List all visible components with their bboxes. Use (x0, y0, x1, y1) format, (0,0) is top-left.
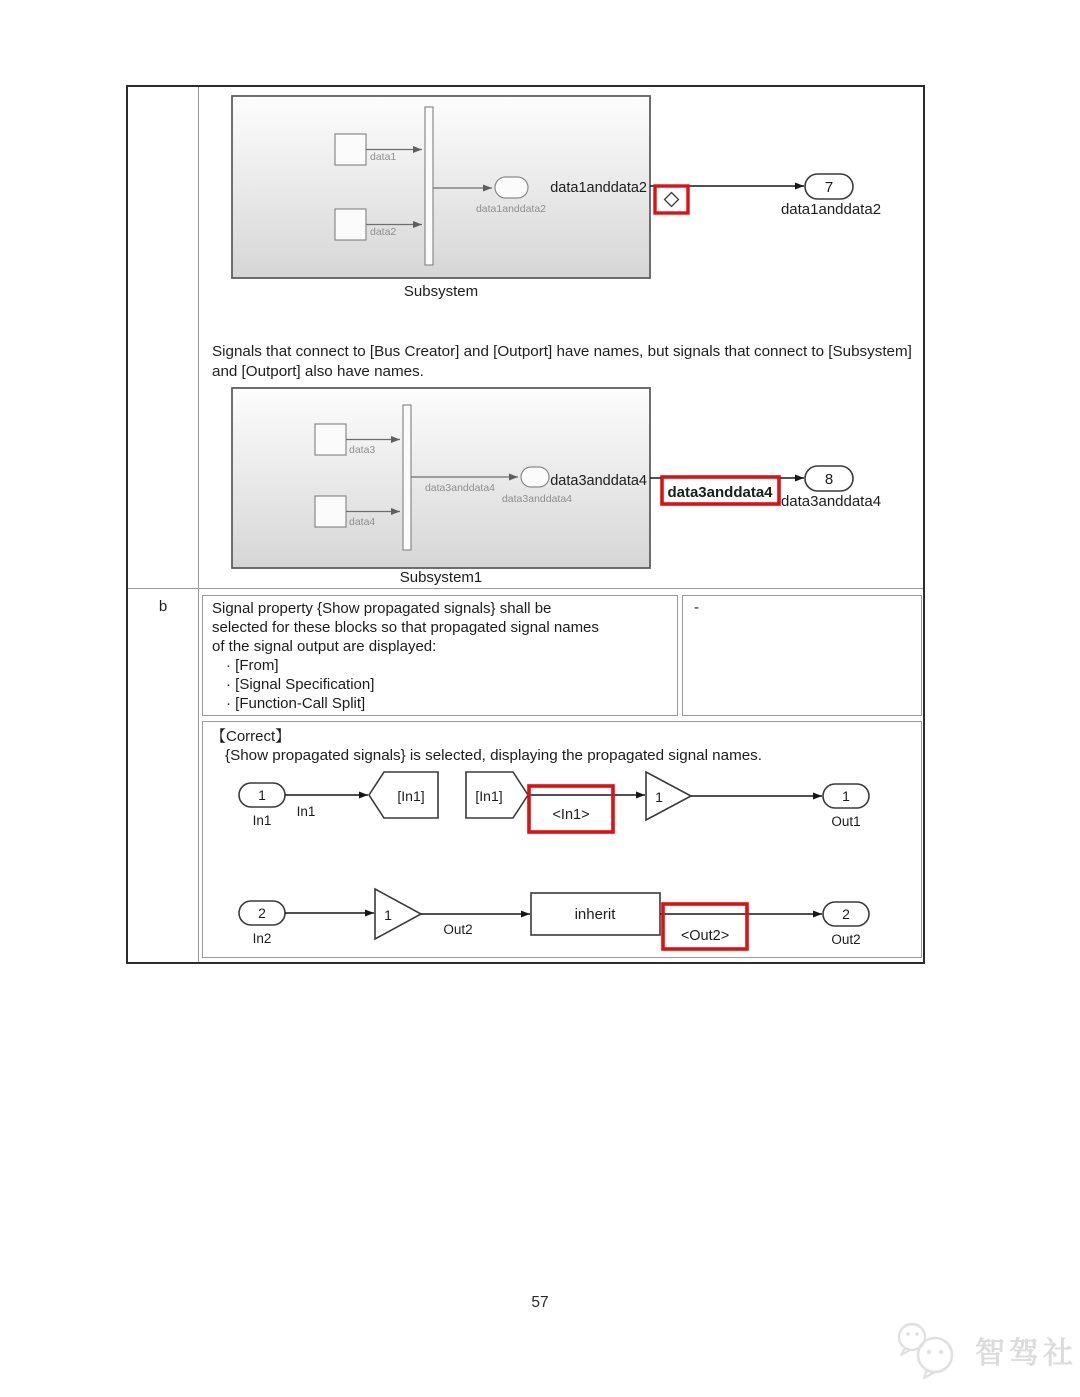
subsystem-label: Subsystem (403, 283, 479, 300)
outport-number: 7 (824, 179, 834, 196)
propagated-name-out2: <Out2> (680, 928, 730, 944)
diagram-subsystem1 (202, 384, 922, 589)
inport-label: In2 (252, 931, 272, 946)
highlighted-signal-name: data3anddata4 (667, 484, 773, 501)
rule-note: - (694, 599, 699, 616)
guideline-table (126, 85, 925, 964)
bus-creator-block (403, 405, 411, 550)
input-label-data1: data1 (370, 151, 397, 163)
rule-index: b (158, 598, 168, 615)
input-block-data1 (335, 134, 366, 165)
correct-caption: {Show propagated signals} is selected, displaying the propagated signal names. (225, 747, 762, 764)
correct-example-diagram (203, 767, 921, 957)
rule-description-cell (202, 595, 678, 716)
signal-name-text: data1anddata2 (550, 180, 647, 196)
watermark (891, 1318, 1077, 1382)
inport-number: 1 (258, 787, 266, 803)
inport-label: In1 (252, 813, 272, 828)
wire-signal-label: Out2 (443, 922, 473, 937)
rule-note-cell (682, 595, 922, 716)
outport-label: Out2 (831, 932, 861, 947)
propagated-name-in1: <In1> (552, 807, 590, 823)
outport-label: Out1 (831, 814, 861, 829)
outport-number: 1 (842, 788, 850, 804)
gain-value: 1 (384, 907, 392, 923)
input-block-data2 (335, 209, 366, 240)
page-number: 57 (531, 1294, 549, 1311)
outport-number: 2 (842, 906, 850, 922)
subsystem1-label: Subsystem1 (399, 569, 483, 586)
outport-label: data1anddata2 (780, 201, 882, 218)
inport-number: 2 (258, 905, 266, 921)
signal-specification-label: inherit (574, 906, 616, 923)
from-tag: [In1] (475, 788, 503, 804)
wire-signal-label: data3anddata4 (424, 482, 496, 494)
inner-outport (521, 467, 549, 487)
diagram-subsystem (202, 88, 922, 303)
gain-block (375, 889, 421, 939)
correct-heading: 【Correct】 (211, 728, 291, 745)
gain-block (646, 772, 691, 820)
input-block-data3 (315, 424, 346, 455)
bus-creator-block (425, 107, 433, 265)
input-label-data4: data4 (349, 516, 376, 528)
rule-description: Signal property {Show propagated signals} shall be selected for these blocks so that propagated signal names of the signal output are displayed: (212, 600, 599, 655)
table-column-divider (198, 87, 199, 962)
input-block-data4 (315, 496, 346, 527)
rule-bullet-function-call-split: · [Function-Call Split] (226, 695, 366, 712)
empty-signal-indicator-icon (665, 193, 679, 207)
gain-value: 1 (655, 789, 663, 805)
wire-signal-label: In1 (296, 804, 316, 819)
goto-tag: [In1] (397, 788, 425, 804)
input-label-data2: data2 (370, 226, 397, 238)
between-diagrams-caption: Signals that connect to [Bus Creator] and [Outport] have names, but signals that connect to [Subsystem] and [Outport] also have names. (212, 343, 912, 380)
outport-number: 8 (824, 471, 834, 488)
inner-outport-label: data1anddata2 (475, 203, 547, 215)
signal-name-text: data3anddata4 (550, 473, 647, 489)
watermark-label: 智驾社 (975, 1337, 1077, 1370)
inner-outport-label: data3anddata4 (501, 493, 573, 505)
inner-outport (495, 177, 528, 198)
rule-bullet-from: · [From] (226, 657, 279, 674)
outport-label: data3anddata4 (780, 493, 882, 510)
wechat-logo-icon (891, 1318, 965, 1382)
rule-bullet-signal-spec: · [Signal Specification] (226, 676, 375, 693)
correct-example-cell (202, 721, 922, 958)
input-label-data3: data3 (349, 444, 376, 456)
